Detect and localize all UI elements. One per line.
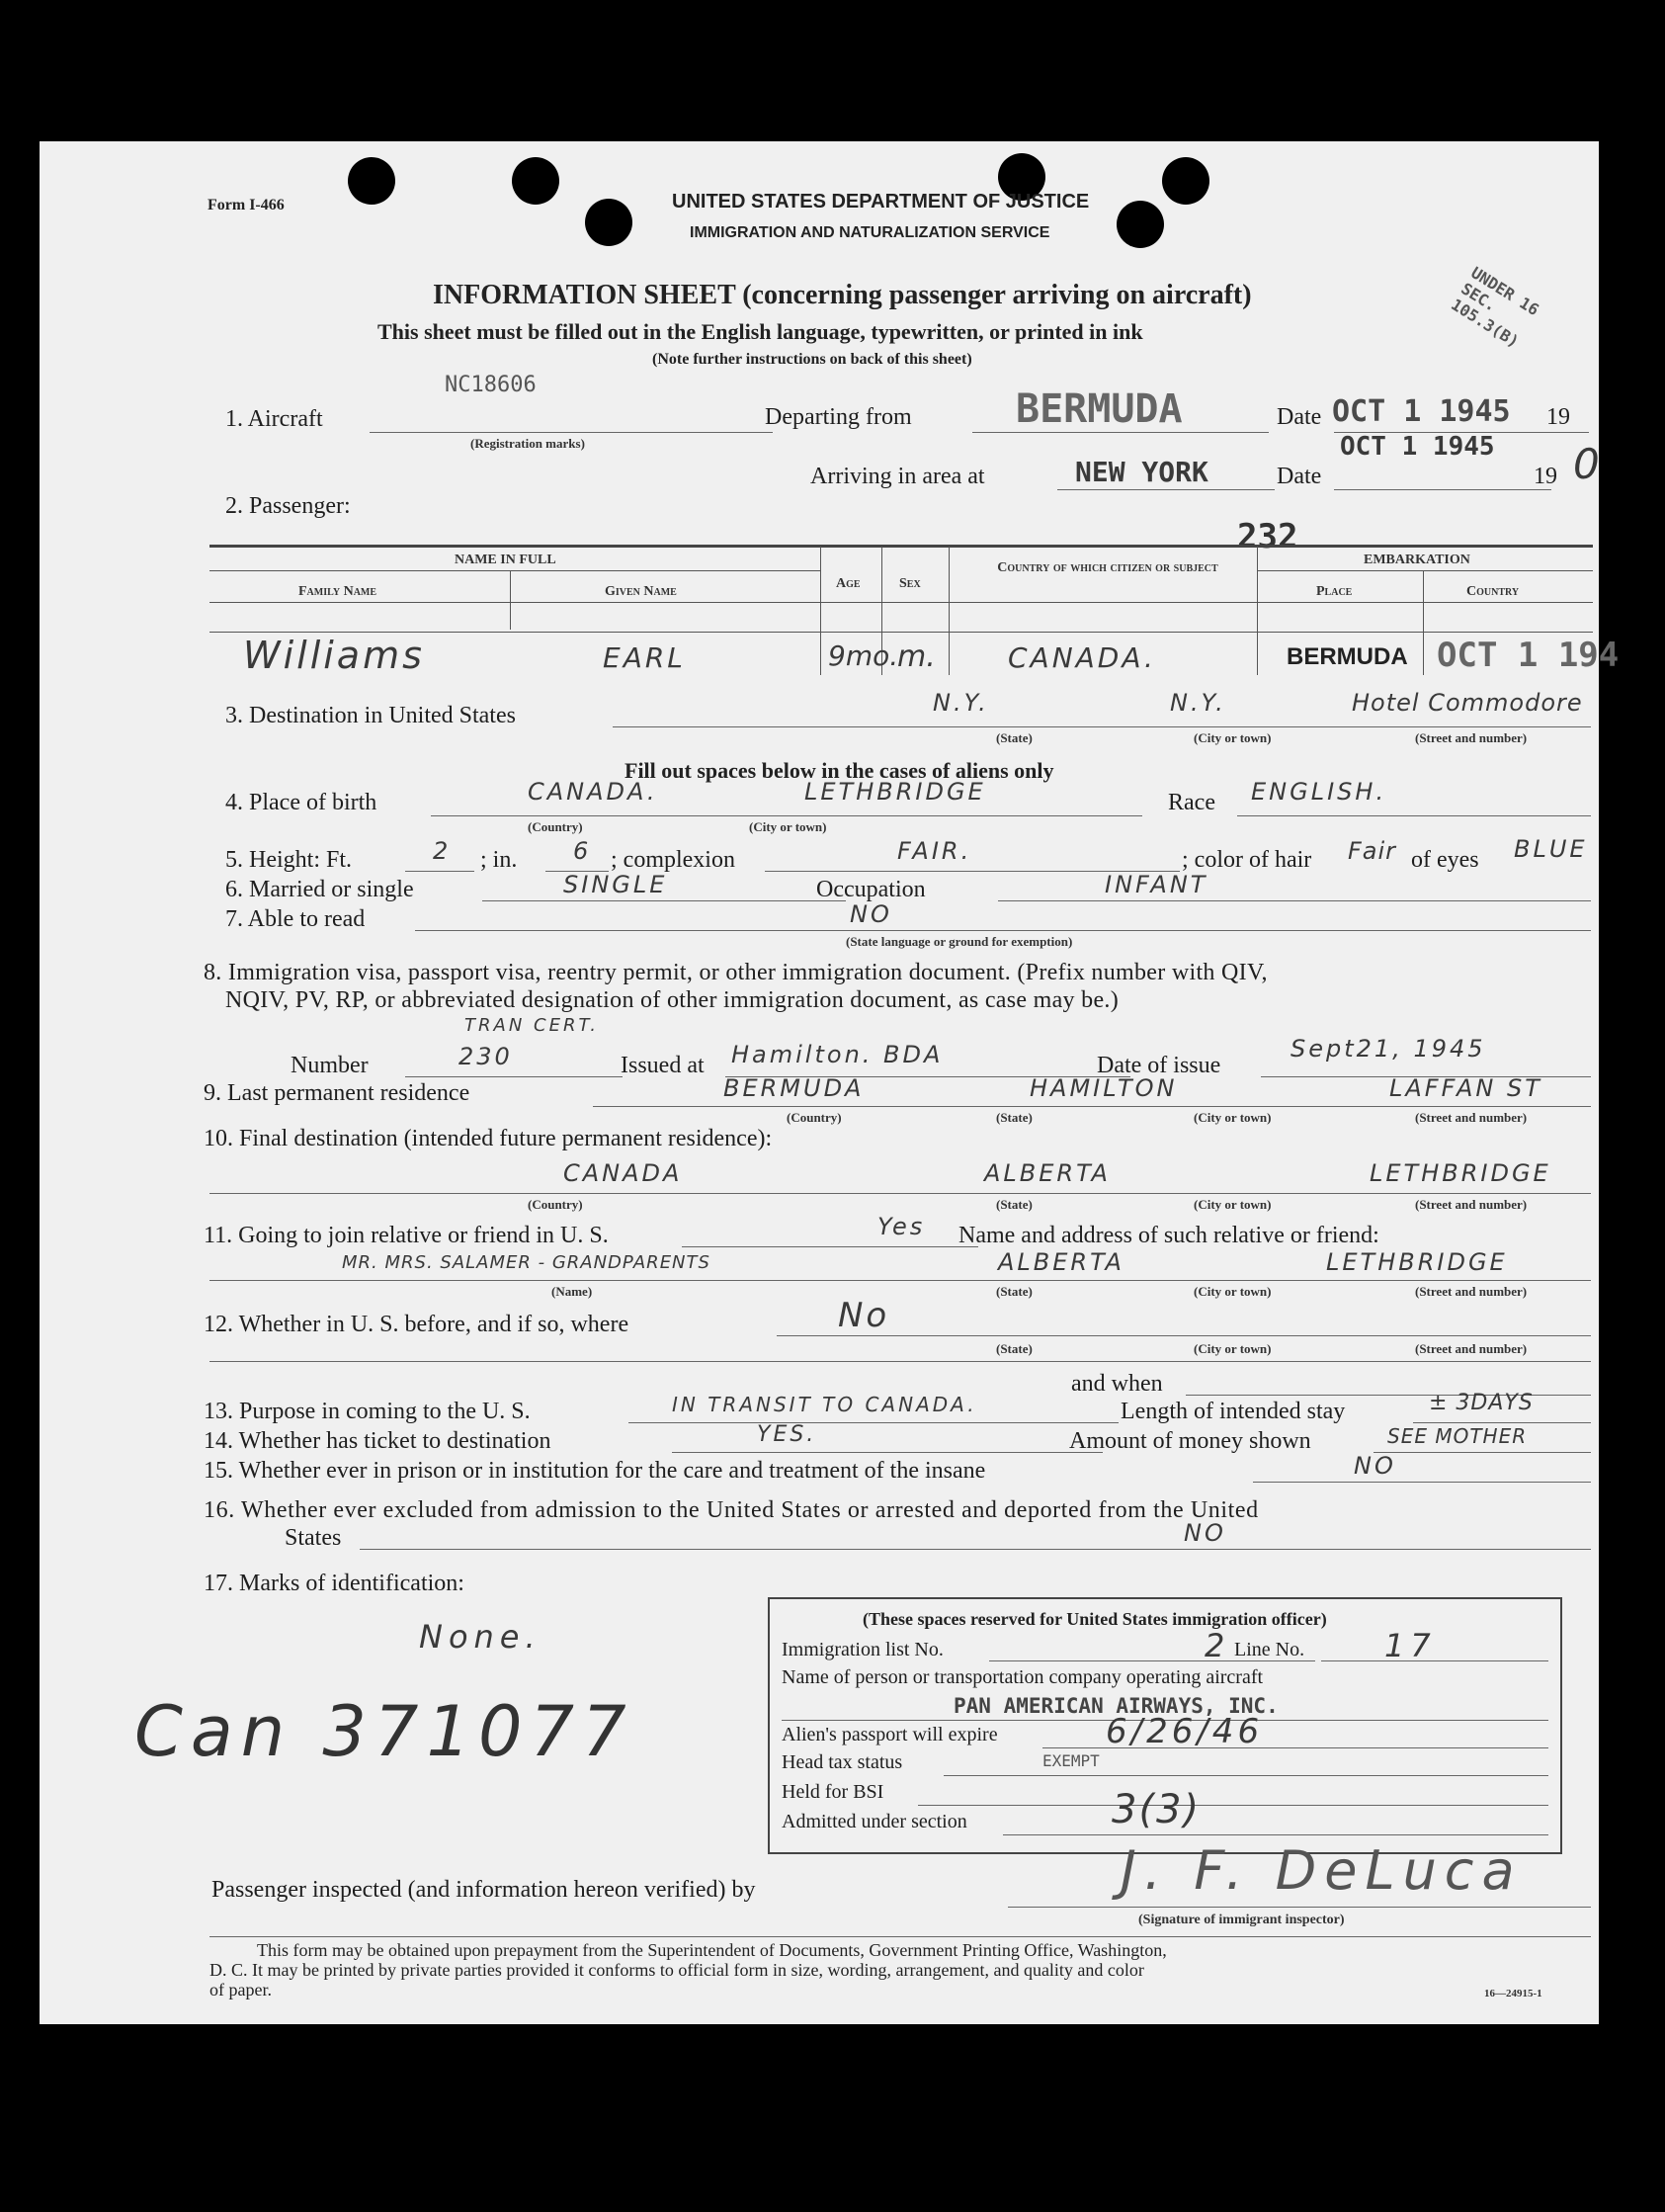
punch-hole — [348, 157, 395, 205]
line-no-value: 17 — [1384, 1627, 1437, 1664]
caption-street: (Street and number) — [1415, 1110, 1528, 1125]
relative-state: ALBERTA — [998, 1248, 1124, 1276]
relative-street: LETHBRIDGE — [1326, 1248, 1508, 1276]
ticket-value: YES. — [757, 1422, 817, 1447]
relative-label: 11. Going to join relative or friend in U. S. — [204, 1223, 609, 1248]
arriving-value: NEW YORK — [1075, 456, 1208, 488]
issue-date-value: Sept21, 1945 — [1290, 1035, 1486, 1063]
departing-label: Departing from — [765, 404, 912, 430]
punch-hole — [512, 157, 559, 205]
officer-box-header: (These spaces reserved for United States immigration officer) — [863, 1609, 1327, 1629]
issued-at-label: Issued at — [621, 1053, 705, 1078]
us-before-label: 12. Whether in U. S. before, and if so, where — [204, 1312, 629, 1337]
occupation-value: INFANT — [1105, 871, 1208, 898]
doc-number: 230 — [458, 1043, 513, 1070]
us-before-value: No — [838, 1296, 890, 1335]
caption-state: (State) — [996, 730, 1033, 745]
caption-state: (State) — [996, 1110, 1033, 1125]
admitted-value: 3(3) — [1112, 1787, 1202, 1832]
caption-city: (City or town) — [749, 819, 827, 834]
registration-marks: NC18606 — [445, 373, 537, 397]
footer-line-1: This form may be obtained upon prepayment from the Superintendent of Documents, Government Printing Office, Washington, — [257, 1940, 1167, 1960]
punch-hole — [1117, 201, 1164, 248]
embark-place-header: Place — [1316, 584, 1353, 599]
age-value: 9mo. — [828, 639, 899, 672]
excluded-label: 16. Whether ever excluded from admission to the United States or arrested and deported from the United — [204, 1497, 1259, 1523]
citizen-country-header: Country of which citizen or subject — [997, 560, 1218, 575]
name-in-full-header: NAME IN FULL — [455, 553, 556, 567]
issued-at-value: Hamilton. BDA — [731, 1041, 944, 1068]
given-name-value: EARL — [603, 641, 686, 674]
caption-street: (Street and number) — [1415, 1284, 1528, 1299]
arrive-year-suffix: 19 — [1534, 464, 1557, 489]
prison-value: NO — [1354, 1452, 1396, 1480]
document-sheet — [40, 141, 1620, 2024]
relative-value: Yes — [877, 1213, 926, 1240]
family-name-header: Family Name — [298, 584, 377, 599]
caption-city: (City or town) — [1194, 730, 1272, 745]
citizen-country-value: CANADA. — [1008, 641, 1156, 674]
aircraft-label: 1. Aircraft — [225, 406, 323, 432]
destination-label: 3. Destination in United States — [225, 703, 516, 728]
caption-city: (City or town) — [1194, 1341, 1272, 1356]
doc-type: TRAN CERT. — [464, 1015, 600, 1036]
prison-label: 15. Whether ever in prison or in institution for the care and treatment of the insane — [204, 1458, 986, 1484]
inspection-label: Passenger inspected (and information hereon verified) by — [211, 1877, 756, 1903]
birth-country: CANADA. — [528, 778, 658, 806]
punch-hole — [585, 199, 632, 246]
caption-country: (Country) — [787, 1110, 842, 1125]
complexion-value: FAIR. — [897, 837, 972, 865]
occupation-label: Occupation — [816, 877, 926, 902]
aliens-only-heading: Fill out spaces below in the cases of aliens only — [624, 758, 1054, 783]
residence-label: 9. Last permanent residence — [204, 1080, 470, 1106]
hair-value: Fair — [1348, 837, 1397, 865]
depart-year-suffix: 19 — [1546, 404, 1570, 430]
excluded-value: NO — [1184, 1519, 1226, 1547]
inches-label: ; in. — [480, 847, 518, 873]
ticket-label: 14. Whether has ticket to destination — [204, 1428, 551, 1454]
complexion-label: ; complexion — [611, 847, 735, 873]
caption-state: (State) — [996, 1341, 1033, 1356]
line-no-label: Line No. — [1234, 1639, 1305, 1660]
operator-label: Name of person or transportation company operating aircraft — [782, 1666, 1264, 1688]
immigration-doc-label: 8. Immigration visa, passport visa, reentry permit, or other immigration document. (Prefix number with QIV, — [204, 960, 1268, 985]
destination-city: N.Y. — [1170, 689, 1226, 717]
passenger-label: 2. Passenger: — [225, 493, 351, 519]
residence-city: HAMILTON — [1030, 1074, 1178, 1102]
punch-hole — [1162, 157, 1209, 205]
stay-value: ± 3DAYS — [1429, 1391, 1534, 1415]
embark-place-value: BERMUDA — [1287, 643, 1408, 670]
caption-country: (Country) — [528, 819, 583, 834]
list-no-label: Immigration list No. — [782, 1639, 944, 1660]
footer-line-2: D. C. It may be printed by private parties provided it conforms to official form in size, wording, arrangement, and quality and color — [209, 1960, 1144, 1980]
eyes-label: of eyes — [1411, 847, 1479, 873]
and-when-label: and when — [1071, 1371, 1163, 1397]
head-tax-label: Head tax status — [782, 1751, 903, 1773]
depart-date: OCT 1 1945 — [1332, 394, 1511, 429]
read-label: 7. Able to read — [225, 906, 366, 932]
money-value: SEE MOTHER — [1387, 1424, 1528, 1448]
footer-code: 16—24915-1 — [1484, 1988, 1542, 1999]
height-in: 6 — [573, 837, 592, 865]
issue-date-label: Date of issue — [1097, 1053, 1221, 1078]
caption-city: (City or town) — [1194, 1284, 1272, 1299]
destination-street: Hotel Commodore — [1352, 689, 1583, 717]
relative-name: MR. MRS. SALAMER - GRANDPARENTS — [342, 1252, 710, 1273]
marks-value: None. — [419, 1618, 541, 1656]
caption-state: (State) — [996, 1284, 1033, 1299]
passenger-number-stamp: 232 — [1237, 517, 1298, 556]
married-value: SINGLE — [563, 871, 668, 898]
footer-line-3: of paper. — [209, 1980, 272, 1999]
sex-header: Sex — [899, 576, 921, 591]
read-value: NO — [850, 900, 892, 928]
residence-street: LAFFAN ST — [1389, 1074, 1542, 1102]
race-value: ENGLISH. — [1251, 778, 1387, 806]
service-title: IMMIGRATION AND NATURALIZATION SERVICE — [690, 224, 1050, 241]
caption-state: (State) — [996, 1197, 1033, 1212]
agency-title: UNITED STATES DEPARTMENT OF JUSTICE — [672, 191, 1090, 213]
year-handwritten: 0 — [1573, 440, 1603, 488]
embarkation-header: EMBARKATION — [1364, 553, 1470, 567]
family-name-value: Williams — [243, 634, 425, 677]
passport-expire-label: Alien's passport will expire — [782, 1724, 998, 1745]
married-label: 6. Married or single — [225, 877, 414, 902]
caption-country: (Country) — [528, 1197, 583, 1212]
residence-country: BERMUDA — [723, 1074, 865, 1102]
officer-box — [768, 1597, 1562, 1854]
list-no-value: 2 — [1205, 1627, 1228, 1664]
instruction-text: This sheet must be filled out in the English language, typewritten, or printed in ink — [377, 319, 1143, 344]
caption-street: (Street and number) — [1415, 730, 1528, 745]
given-name-header: Given Name — [605, 584, 677, 599]
embark-date-value: OCT 1 194 — [1437, 636, 1620, 675]
money-label: Amount of money shown — [1069, 1428, 1311, 1454]
age-header: Age — [836, 576, 861, 591]
race-label: Race — [1168, 790, 1215, 815]
caption-street: (Street and number) — [1415, 1197, 1528, 1212]
held-bsi-label: Held for BSI — [782, 1781, 884, 1803]
final-state: ALBERTA — [984, 1159, 1111, 1187]
form-number: Form I-466 — [208, 197, 285, 213]
depart-date-label: Date — [1277, 404, 1322, 430]
final-street: LETHBRIDGE — [1370, 1159, 1551, 1187]
eyes-value: BLUE — [1514, 835, 1588, 863]
sex-value: m. — [897, 639, 936, 674]
marks-label: 17. Marks of identification: — [204, 1571, 464, 1596]
certificate-note: Can 371077 — [134, 1691, 634, 1772]
registration-caption: (Registration marks) — [470, 436, 585, 451]
note-text: (Note further instructions on back of this sheet) — [652, 351, 972, 368]
relative-name-label: Name and address of such relative or friend: — [958, 1223, 1379, 1248]
hair-label: ; color of hair — [1182, 847, 1312, 873]
arrive-date-label: Date — [1277, 464, 1322, 489]
purpose-label: 13. Purpose in coming to the U. S. — [204, 1399, 531, 1424]
arrive-date: OCT 1 1945 — [1340, 432, 1495, 462]
caption-name: (Name) — [551, 1284, 593, 1299]
immigration-doc-label-2: NQIV, PV, RP, or abbreviated designation of other immigration document, as case may be.) — [225, 987, 1120, 1013]
head-tax-value: EXEMPT — [1042, 1751, 1100, 1770]
birthplace-label: 4. Place of birth — [225, 790, 377, 815]
final-destination-label: 10. Final destination (intended future permanent residence): — [204, 1126, 773, 1151]
embark-country-header: Country — [1466, 584, 1520, 599]
read-caption: (State language or ground for exemption) — [846, 934, 1073, 949]
caption-street: (Street and number) — [1415, 1341, 1528, 1356]
page-title: INFORMATION SHEET (concerning passenger arriving on aircraft) — [433, 280, 1252, 310]
destination-state: N.Y. — [933, 689, 989, 717]
arriving-label: Arriving in area at — [810, 464, 985, 489]
height-label: 5. Height: Ft. — [225, 847, 353, 873]
under-16-stamp: UNDER 16 SEC. 105.3(B) — [1448, 263, 1542, 352]
caption-city: (City or town) — [1194, 1110, 1272, 1125]
signature-caption: (Signature of immigrant inspector) — [1138, 1913, 1345, 1927]
caption-city: (City or town) — [1194, 1197, 1272, 1212]
inspector-signature: J. F. DeLuca — [1121, 1839, 1523, 1902]
birth-city: LETHBRIDGE — [804, 778, 986, 806]
operator-value: PAN AMERICAN AIRWAYS, INC. — [954, 1694, 1279, 1718]
stay-label: Length of intended stay — [1121, 1399, 1346, 1424]
excluded-label-2: States — [285, 1525, 342, 1551]
height-ft: 2 — [433, 837, 452, 865]
doc-number-label: Number — [291, 1053, 369, 1078]
final-country: CANADA — [563, 1159, 683, 1187]
purpose-value: IN TRANSIT TO CANADA. — [672, 1393, 977, 1416]
passport-expire-value: 6/26/46 — [1106, 1712, 1264, 1751]
departing-value: BERMUDA — [1016, 386, 1183, 432]
admitted-label: Admitted under section — [782, 1811, 967, 1832]
